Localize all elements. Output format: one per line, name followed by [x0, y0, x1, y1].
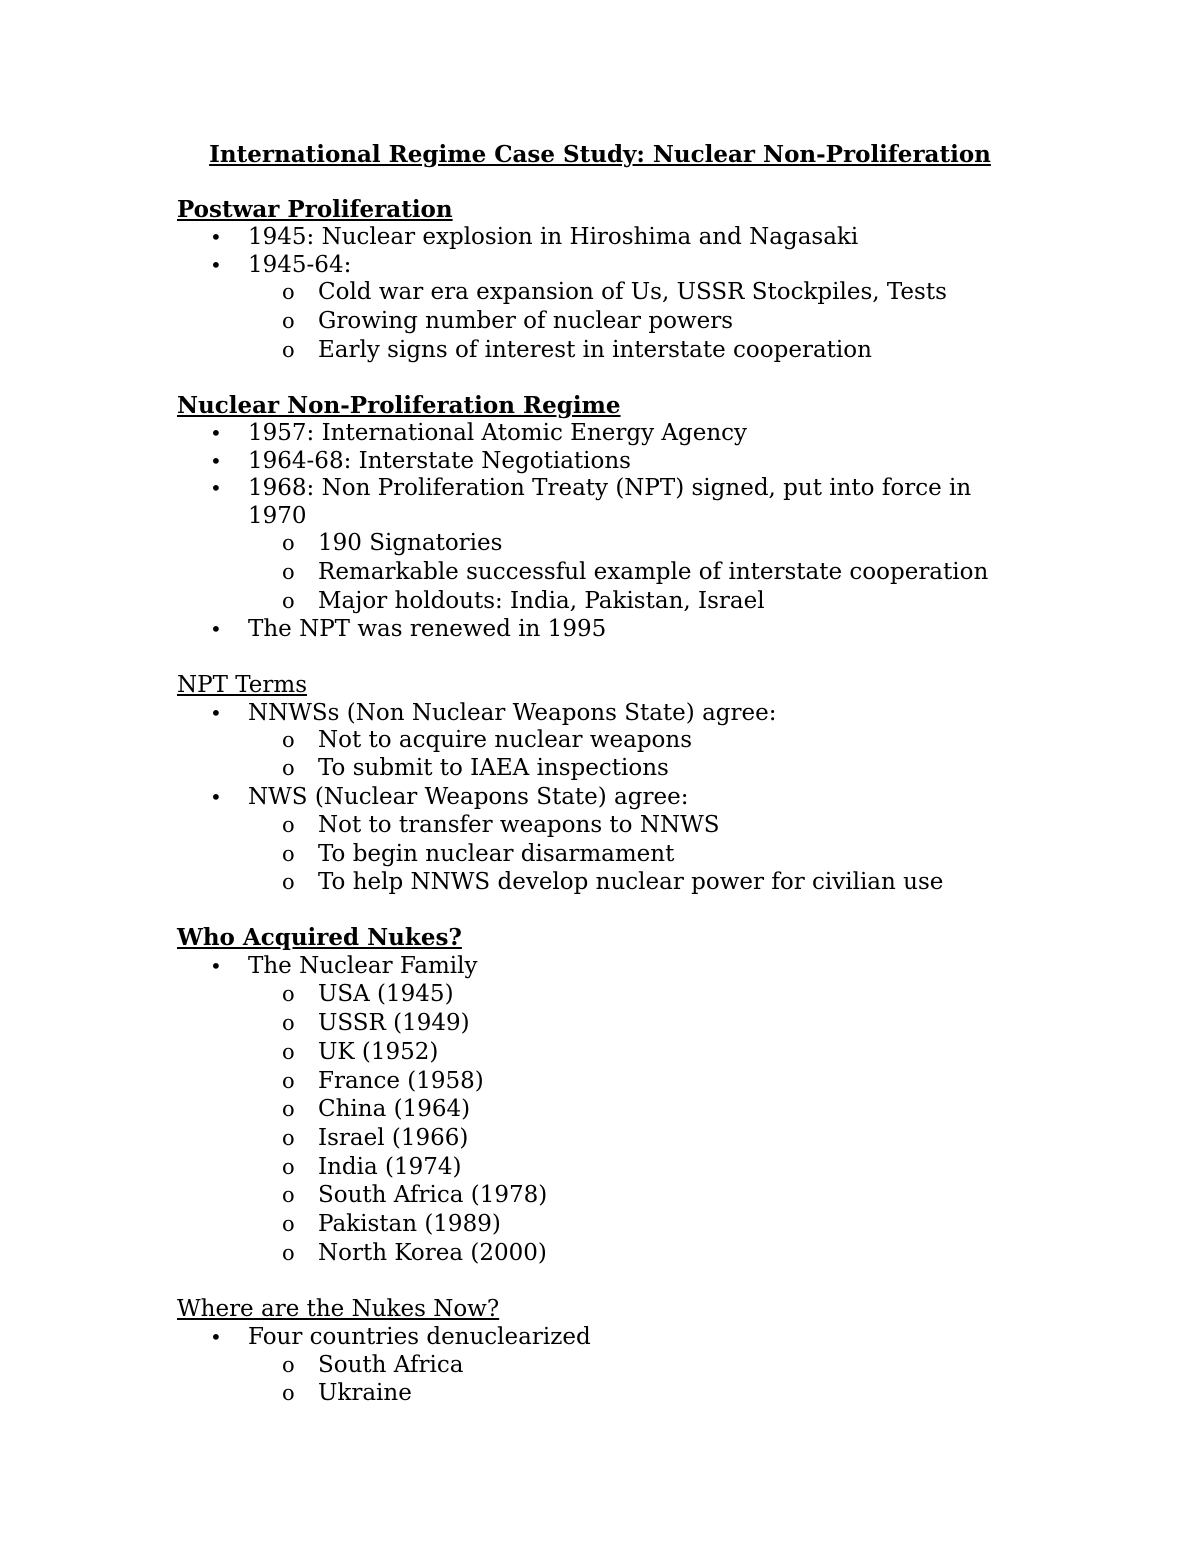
sub-list-item: [282, 811, 720, 839]
list-item-text: NWS (Nuclear Weapons State) agree:: [248, 784, 689, 810]
sub-list-item-text: Ukraine: [318, 1380, 412, 1406]
sub-bullet-icon: o: [282, 1097, 295, 1121]
sub-bullet-icon: o: [282, 842, 295, 866]
sub-list-item: [282, 726, 693, 754]
sub-list-item-text: North Korea (2000): [318, 1240, 547, 1266]
sub-bullet-icon: o: [282, 589, 295, 613]
bullet-icon: •: [210, 225, 222, 249]
sub-list-item-text: Pakistan (1989): [318, 1211, 501, 1237]
sub-list-item: [282, 587, 765, 615]
bullet-icon: •: [210, 1325, 222, 1349]
sub-list-item-text: South Africa (1978): [318, 1182, 548, 1208]
sub-bullet-icon: o: [282, 1069, 295, 1093]
sub-bullet-icon: o: [282, 1212, 295, 1236]
sub-bullet-icon: o: [282, 813, 295, 837]
sub-bullet-icon: o: [282, 1126, 295, 1150]
sub-bullet-icon: o: [282, 1040, 295, 1064]
list-item: [210, 952, 478, 980]
sub-list-item: [282, 840, 675, 868]
sub-list-item: [282, 1239, 547, 1267]
sub-list-item-text: Early signs of interest in interstate cooperation: [318, 337, 872, 363]
sub-bullet-icon: o: [282, 309, 295, 333]
list-item-continuation: 1970: [248, 503, 307, 529]
sub-list-item: [282, 1379, 412, 1407]
bullet-icon: •: [210, 449, 222, 473]
sub-list-item-text: India (1974): [318, 1154, 462, 1180]
section-heading-where-are-nukes-now: Where are the Nukes Now?: [177, 1296, 500, 1322]
list-item-text: 1968: Non Proliferation Treaty (NPT) signed, put into force in: [248, 475, 972, 501]
list-item: [210, 419, 748, 447]
sub-list-item: [282, 1095, 471, 1123]
sub-list-item: [282, 336, 872, 364]
list-item: [210, 615, 607, 643]
list-item-text: 1945: Nuclear explosion in Hiroshima and Nagasaki: [248, 224, 859, 250]
bullet-icon: •: [210, 253, 222, 277]
sub-list-item-text: To submit to IAEA inspections: [318, 755, 669, 781]
bullet-icon: •: [210, 701, 222, 725]
sub-list-item-text: To help NNWS develop nuclear power for civilian use: [318, 869, 944, 895]
sub-bullet-icon: o: [282, 338, 295, 362]
list-item: [210, 699, 777, 727]
bullet-icon: •: [210, 421, 222, 445]
sub-list-item-text: Cold war era expansion of Us, USSR Stockpiles, Tests: [318, 279, 947, 305]
list-item: [210, 447, 631, 475]
sub-list-item-text: France (1958): [318, 1068, 484, 1094]
sub-bullet-icon: o: [282, 756, 295, 780]
sub-list-item-text: To begin nuclear disarmament: [318, 841, 675, 867]
sub-list-item: [282, 1181, 548, 1209]
sub-bullet-icon: o: [282, 1353, 295, 1377]
section-heading-non-proliferation-regime: Nuclear Non-Proliferation Regime: [177, 392, 621, 419]
sub-list-item-text: 190 Signatories: [318, 530, 503, 556]
section-heading-who-acquired-nukes: Who Acquired Nukes?: [177, 924, 462, 951]
document-title: International Regime Case Study: Nuclear Non-Proliferation: [209, 141, 991, 168]
sub-list-item-text: Remarkable successful example of interstate cooperation: [318, 559, 989, 585]
sub-list-item: [282, 1124, 469, 1152]
sub-list-item: [282, 307, 734, 335]
bullet-icon: •: [210, 954, 222, 978]
sub-bullet-icon: o: [282, 280, 295, 304]
list-item-text: The Nuclear Family: [248, 953, 478, 979]
sub-list-item-text: UK (1952): [318, 1039, 439, 1065]
sub-list-item: [282, 980, 454, 1008]
sub-list-item: [282, 278, 947, 306]
list-item: [210, 251, 352, 279]
list-item: [210, 223, 859, 251]
sub-list-item-text: Israel (1966): [318, 1125, 469, 1151]
sub-list-item: [282, 529, 503, 557]
sub-bullet-icon: o: [282, 1241, 295, 1265]
list-item-text: Four countries denuclearized: [248, 1324, 591, 1350]
sub-list-item: [282, 1038, 439, 1066]
sub-list-item-text: USA (1945): [318, 981, 454, 1007]
sub-list-item-text: USSR (1949): [318, 1010, 470, 1036]
sub-list-item-text: Growing number of nuclear powers: [318, 308, 734, 334]
sub-bullet-icon: o: [282, 1183, 295, 1207]
sub-list-item-text: Major holdouts: India, Pakistan, Israel: [318, 588, 765, 614]
sub-bullet-icon: o: [282, 1381, 295, 1405]
sub-list-item: [282, 558, 989, 586]
sub-bullet-icon: o: [282, 1155, 295, 1179]
list-item: [210, 1323, 591, 1351]
bullet-icon: •: [210, 785, 222, 809]
list-item-text: 1945-64:: [248, 252, 352, 278]
bullet-icon: •: [210, 617, 222, 641]
sub-bullet-icon: o: [282, 531, 295, 555]
sub-list-item: [282, 1153, 462, 1181]
sub-list-item: [282, 1210, 501, 1238]
bullet-icon: •: [210, 476, 222, 500]
sub-bullet-icon: o: [282, 728, 295, 752]
section-heading-postwar-proliferation: Postwar Proliferation: [177, 196, 453, 223]
list-item: [210, 783, 689, 811]
sub-list-item-text: Not to acquire nuclear weapons: [318, 727, 693, 753]
sub-list-item-text: China (1964): [318, 1096, 471, 1122]
list-item-text: The NPT was renewed in 1995: [248, 616, 607, 642]
list-item-text: NNWSs (Non Nuclear Weapons State) agree:: [248, 700, 777, 726]
list-item: [210, 474, 972, 502]
section-heading-npt-terms: NPT Terms: [177, 672, 308, 698]
list-item-text: 1957: International Atomic Energy Agency: [248, 420, 748, 446]
sub-bullet-icon: o: [282, 870, 295, 894]
list-item-text: 1964-68: Interstate Negotiations: [248, 448, 631, 474]
sub-bullet-icon: o: [282, 982, 295, 1006]
sub-list-item-text: South Africa: [318, 1352, 464, 1378]
sub-list-item: [282, 754, 669, 782]
sub-list-item: [282, 868, 944, 896]
sub-list-item: [282, 1067, 484, 1095]
sub-list-item: [282, 1009, 470, 1037]
sub-list-item-text: Not to transfer weapons to NNWS: [318, 812, 720, 838]
sub-list-item: [282, 1351, 464, 1379]
sub-bullet-icon: o: [282, 560, 295, 584]
sub-bullet-icon: o: [282, 1011, 295, 1035]
